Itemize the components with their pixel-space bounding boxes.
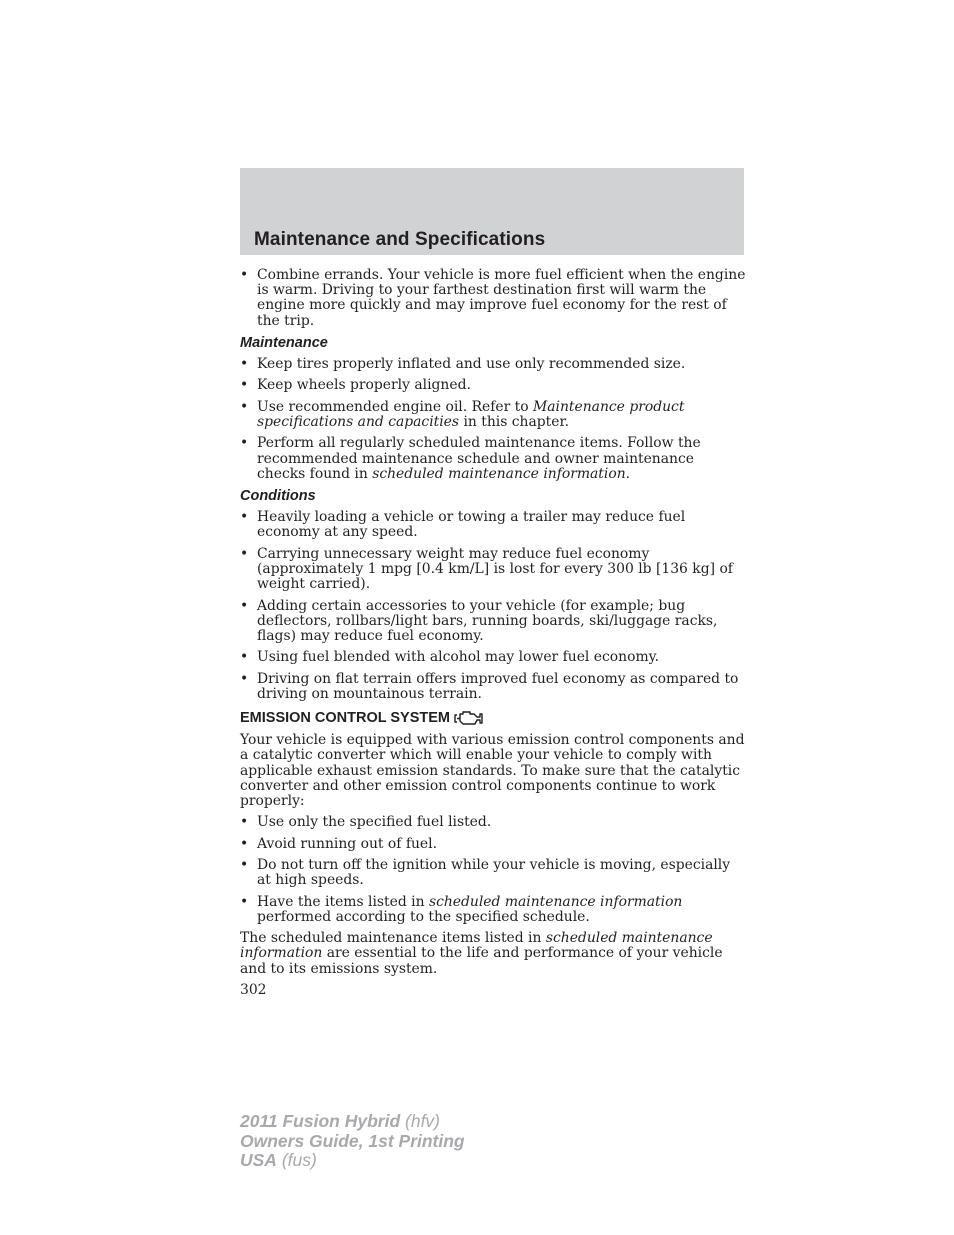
- maintenance-heading: Maintenance: [240, 335, 328, 351]
- bullet-dot: •: [240, 670, 249, 687]
- list-item: • Carrying unnecessary weight may reduce fuel economy (approximately 1 mpg [0.4 km/L] is lost for every 300 lb [136 kg] of weight carried).: [240, 545, 733, 593]
- emission-heading: EMISSION CONTROL SYSTEM: [240, 710, 451, 727]
- page-content: [240, 268, 746, 998]
- list-item: • Use only the specified fuel listed.: [240, 814, 492, 831]
- check-engine-icon: [454, 709, 484, 727]
- list-item: • Avoid running out of fuel.: [240, 835, 437, 852]
- bullet-dot: •: [240, 398, 249, 415]
- maintenance-bullet-list: [240, 357, 746, 482]
- bullet-dot: •: [240, 597, 249, 614]
- list-item: • Driving on flat terrain offers improved fuel economy as compared to driving on mountainous terrain.: [240, 670, 739, 702]
- bullet-dot: •: [240, 509, 249, 526]
- bullet-dot: •: [240, 649, 249, 666]
- footer-line-guide: Owners Guide, 1st Printing: [240, 1130, 465, 1151]
- list-item: • Using fuel blended with alcohol may lower fuel economy.: [240, 649, 660, 666]
- emission-heading-row: [240, 709, 746, 727]
- chapter-title: Maintenance and Specifications: [254, 229, 546, 250]
- bullet-dot: •: [240, 435, 249, 452]
- list-item: • Use recommended engine oil. Refer to Maintenance product specifications and capacities in this chapter.: [240, 398, 685, 430]
- page-number: 302: [240, 981, 267, 998]
- bullet-dot: •: [240, 835, 249, 852]
- list-item: • Keep wheels properly aligned.: [240, 377, 471, 394]
- bullet-dot: •: [240, 377, 249, 394]
- bullet-dot: •: [240, 856, 249, 873]
- bullet-dot: •: [240, 356, 249, 372]
- bullet-dot: •: [240, 545, 249, 562]
- list-item: • Keep tires properly inflated and use only recommended size.: [240, 356, 686, 372]
- emission-bullet-list: [240, 815, 746, 925]
- bullet-dot: •: [240, 267, 249, 283]
- list-item: • Have the items listed in scheduled maintenance information performed according to the specified schedule.: [240, 893, 683, 925]
- bullet-dot: •: [240, 893, 249, 910]
- chapter-header-band: [240, 168, 744, 255]
- footer-line-model: 2011 Fusion Hybrid (hfv): [240, 1111, 441, 1131]
- list-item: • Combine errands. Your vehicle is more fuel efficient when the engine is warm. Driving to your farthest destination first will warm the engine more quickly and may improve fuel economy for the rest of the trip.: [240, 267, 746, 329]
- footer-line-region: USA (fus): [240, 1150, 317, 1170]
- list-item: • Perform all regularly scheduled maintenance items. Follow the recommended maintenance schedule and owner maintenance checks found in scheduled maintenance information.: [240, 435, 701, 482]
- list-item: • Adding certain accessories to your vehicle (for example; bug deflectors, rollbars/light bars, running boards, ski/luggage racks, flags) may reduce fuel economy.: [240, 597, 718, 644]
- bullet-dot: •: [240, 814, 249, 831]
- conditions-bullet-list: [240, 510, 746, 702]
- list-item: • Heavily loading a vehicle or towing a trailer may reduce fuel economy at any speed.: [240, 509, 686, 541]
- emission-intro-paragraph: Your vehicle is equipped with various emission control components and a catalytic converter which will enable your vehicle to comply with applicable exhaust emission standards. To make sure that the catalytic converter and other emission control components continue to work properly:: [240, 732, 745, 809]
- intro-bullet-list: [240, 268, 746, 329]
- emission-closing-paragraph: The scheduled maintenance items listed in scheduled maintenance information are essential to the life and performance of your vehicle and to its emissions system.: [240, 930, 723, 977]
- document-footer: [240, 1112, 465, 1171]
- conditions-heading: Conditions: [240, 488, 316, 505]
- list-item: • Do not turn off the ignition while your vehicle is moving, especially at high speeds.: [240, 856, 731, 889]
